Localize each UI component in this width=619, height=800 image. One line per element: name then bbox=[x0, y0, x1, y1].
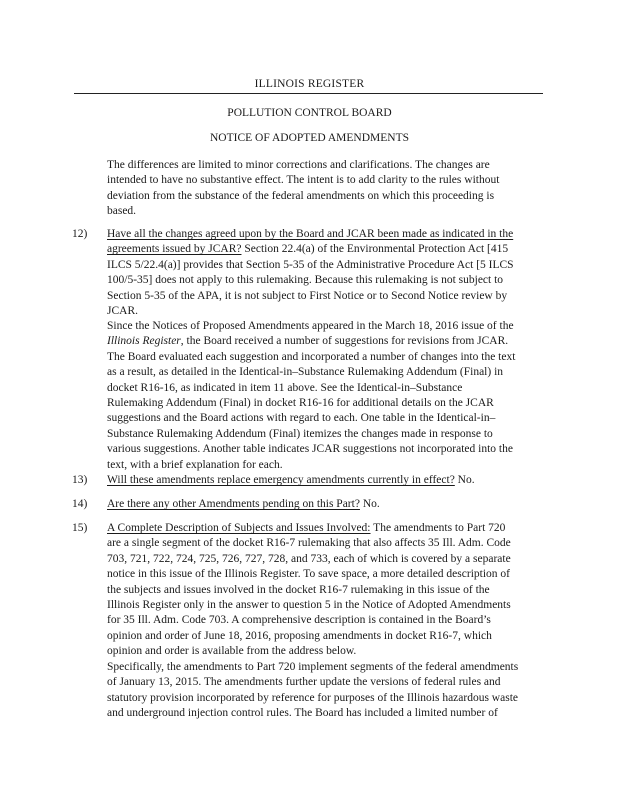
board-name: POLLUTION CONTROL BOARD bbox=[227, 107, 392, 119]
item-12-question: Have all the changes agreed upon by the Board and JCAR been made as indicated in the bbox=[107, 228, 514, 240]
item-12-followup-paragraph bbox=[107, 319, 540, 473]
text-line: Specifically, the amendments to Part 720 implement segments of the federal amendments bbox=[107, 661, 519, 673]
text-line: the subjects and issues involved in the docket R16-7 rulemaking in this issue of the bbox=[107, 583, 490, 596]
text-line: The Board evaluated each suggestion and incorporated a number of changes into the text bbox=[107, 350, 516, 363]
item-13-paragraph bbox=[107, 473, 540, 488]
text-line: Illinois Register only in the answer to question 5 in the Notice of Adopted Amendments bbox=[107, 599, 511, 612]
item-13-question: Will these amendments replace emergency amendments currently in effect? bbox=[107, 474, 455, 486]
text-line: as a result, as detailed in the Identical-in–Substance Rulemaking Addendum (Final) in bbox=[107, 366, 504, 379]
item-13-answer: No. bbox=[454, 474, 475, 486]
text-line: deviation from the substance of the federal amendments on which this proceeding is bbox=[107, 189, 495, 202]
text-line: ILCS 5/22.4(a)] provides that Section 5-35 of the Administrative Procedure Act [5 ILCS bbox=[107, 258, 514, 271]
notice-title: NOTICE OF ADOPTED AMENDMENTS bbox=[209, 132, 410, 144]
text-fragment: Section 22.4(a) of the Environmental Protection Act [415 bbox=[241, 243, 509, 256]
text-line: Rulemaking Addendum (Final) in docket R16-16 for additional details on the JCAR bbox=[107, 397, 494, 410]
text-line: opinion and order of June 18, 2016, proposing amendments in docket R16-7, which bbox=[107, 629, 492, 642]
text-line: statutory provision incorporated by reference for purposes of the Illinois hazardous waste bbox=[107, 691, 518, 704]
text-line: Since the Notices of Proposed Amendments appeared in the March 18, 2016 issue of the bbox=[107, 320, 514, 332]
item-15-question: A Complete Description of Subjects and Issues Involved: bbox=[107, 522, 371, 534]
item-15-paragraph bbox=[107, 521, 540, 660]
header-divider bbox=[74, 93, 543, 94]
text-line: notice in this issue of the Illinois Register. To save space, a more detailed description of bbox=[107, 568, 510, 581]
item-12-paragraph bbox=[107, 227, 540, 319]
text-line: 100/5-35] does not apply to this rulemaking. Because this rulemaking is not subject to bbox=[107, 274, 504, 287]
text-line: of January 13, 2015. The amendments further update the versions of federal rules and bbox=[107, 676, 501, 689]
item-number-13: 13) bbox=[72, 474, 88, 486]
text-line: docket R16-16, as indicated in item 11 above. See the Identical-in–Substance bbox=[107, 381, 463, 394]
item-14-question: Are there any other Amendments pending on this Part? bbox=[107, 498, 360, 510]
text-line: JCAR. bbox=[107, 305, 138, 318]
item-number-14: 14) bbox=[72, 498, 88, 510]
item-14-answer: No. bbox=[359, 498, 380, 510]
text-fragment: The amendments to Part 720 bbox=[370, 522, 506, 534]
text-line: based. bbox=[107, 205, 137, 218]
item-number-15: 15) bbox=[72, 522, 88, 534]
text-line: opinion and order is available from the address below. bbox=[107, 645, 357, 658]
item-15-followup-paragraph bbox=[107, 660, 540, 722]
text-line: text, with a brief explanation for each. bbox=[107, 458, 283, 471]
text-line: and underground injection control rules. The Board has included a limited number of bbox=[107, 707, 498, 720]
item-number-12: 12) bbox=[72, 228, 88, 240]
register-title: ILLINOIS REGISTER bbox=[254, 78, 365, 90]
text-line: suggestions and the Board actions with regard to each. One table in the Identical-in– bbox=[107, 412, 496, 425]
text-line: The differences are limited to minor corrections and clarifications. The changes are bbox=[107, 159, 490, 171]
publication-name: Illinois Register bbox=[107, 335, 181, 348]
text-fragment: , the Board received a number of suggestions for revisions from JCAR. bbox=[180, 335, 509, 348]
text-line: various suggestions. Another table indicates JCAR suggestions not incorporated into the bbox=[107, 443, 513, 456]
text-line: Substance Rulemaking Addendum (Final) itemizes the changes made in response to bbox=[107, 427, 493, 440]
text-line: intended to have no substantive effect. The intent is to add clarity to the rules without bbox=[107, 174, 500, 187]
item-14-paragraph bbox=[107, 497, 540, 512]
text-line: 703, 721, 722, 724, 725, 726, 727, 728, and 733, each of which is covered by a separate bbox=[107, 552, 511, 565]
text-line: are a single segment of the docket R16-7 rulemaking that also affects 35 Ill. Adm. Code bbox=[107, 537, 511, 550]
item-12-question-end: agreements issued by JCAR? bbox=[107, 243, 242, 256]
text-line: Section 5-35 of the APA, it is not subject to First Notice or to Second Notice review by bbox=[107, 289, 508, 302]
text-line: for 35 Ill. Adm. Code 703. A comprehensive description is contained in the Board’s bbox=[107, 614, 491, 627]
intro-paragraph bbox=[107, 158, 540, 220]
